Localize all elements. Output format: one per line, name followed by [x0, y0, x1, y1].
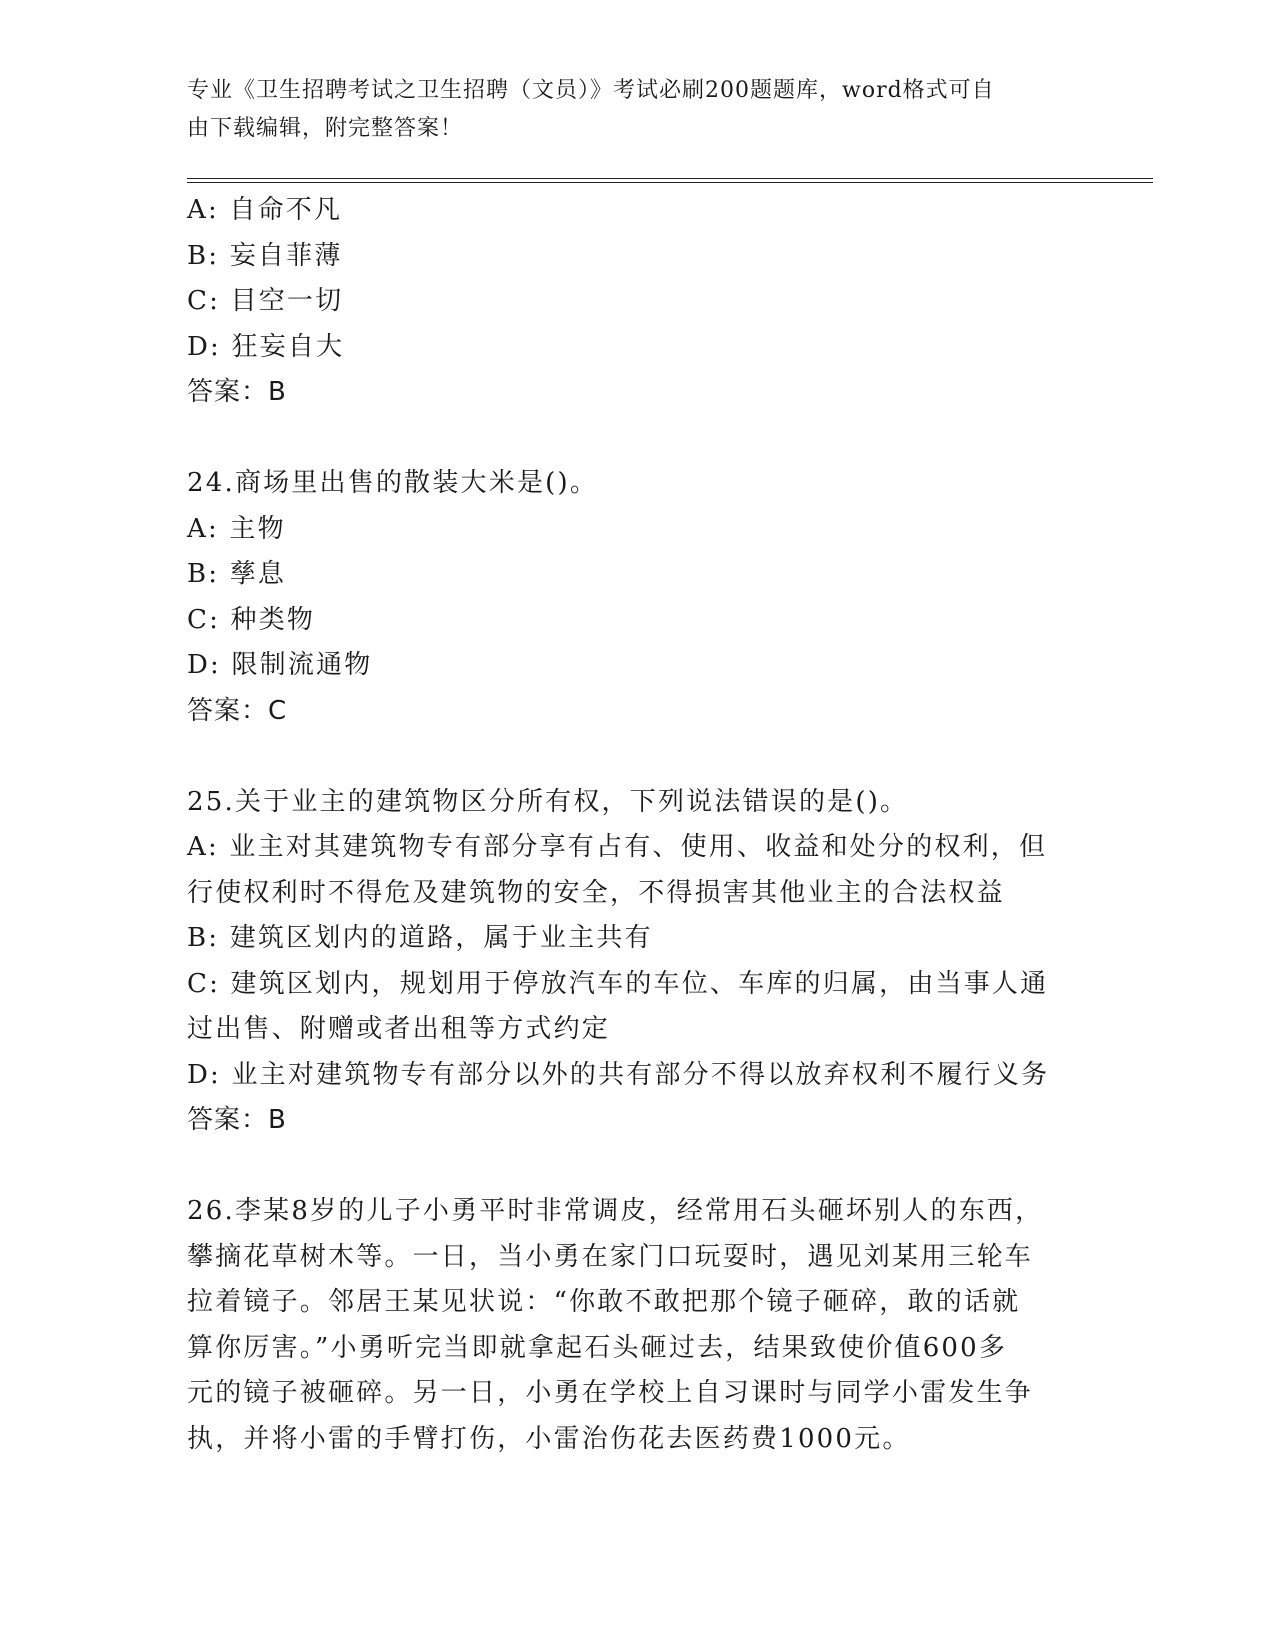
- q23-option-c: C: 目空一切: [187, 286, 344, 316]
- q26-text-line-5: 元的镜子被砸碎。另一日，小勇在学校上自习课时与同学小雷发生争: [187, 1378, 1034, 1408]
- q25-option-a-line-2: 行使权利时不得危及建筑物的安全，不得损害其他业主的合法权益: [187, 877, 1005, 908]
- q25-option-d: D: 业主对建筑物专有部分以外的共有部分不得以放弃权利不履行义务: [187, 1059, 1050, 1090]
- q24-question: 24.商场里出售的散装大米是()。: [187, 468, 599, 498]
- q26-text-line-2: 攀摘花草树木等。一日，当小勇在家门口玩耍时，遇见刘某用三轮车: [187, 1241, 1034, 1272]
- q26-text-line-6: 执，并将小雷的手臂打伤，小雷治伤花去医药费1000元。: [187, 1423, 911, 1454]
- spacer: [187, 1144, 1087, 1190]
- q23-option-b: B: 妄自菲薄: [187, 240, 343, 271]
- header-line-1: 专业《卫生招聘考试之卫生招聘（文员）》考试必刷200题题库，word格式可自: [187, 78, 995, 103]
- q25-option-a-line-1: A: 业主对其建筑物专有部分享有占有、使用、收益和处分的权利，但: [187, 832, 1048, 862]
- q26-text-line-1: 26.李某8岁的儿子小勇平时非常调皮，经常用石头砸坏别人的东西，: [187, 1196, 1044, 1226]
- spacer: [187, 416, 1087, 462]
- spacer: [187, 734, 1087, 780]
- document-body: [187, 188, 1087, 1462]
- question-23-block: [187, 188, 1087, 416]
- question-24-block: [187, 461, 1087, 734]
- q24-answer: 答案：C: [187, 695, 288, 726]
- q24-option-c: C: 种类物: [187, 604, 316, 635]
- question-26-block: [187, 1189, 1087, 1462]
- q23-answer: 答案：B: [187, 377, 287, 407]
- q26-text-line-4: 算你厉害。”小勇听完当即就拿起石头砸过去，结果致使价值600多: [187, 1332, 1008, 1363]
- header-divider-top: [187, 178, 1153, 179]
- q25-option-c-line-2: 过出售、附赠或者出租等方式约定: [187, 1014, 611, 1044]
- q26-text-line-3: 拉着镜子。邻居王某见状说：“你敢不敢把那个镜子砸碎，敢的话就: [187, 1287, 1021, 1317]
- q24-option-a: A: 主物: [187, 513, 286, 544]
- q23-option-d: D: 狂妄自大: [187, 331, 345, 362]
- q23-option-a: A: 自命不凡: [187, 195, 343, 225]
- header-line-2: 由下载编辑，附完整答案！: [187, 116, 464, 141]
- q25-question: 25.关于业主的建筑物区分所有权，下列说法错误的是()。: [187, 786, 909, 817]
- header-divider-bottom: [187, 182, 1153, 183]
- q25-option-b: B: 建筑区划内的道路，属于业主共有: [187, 923, 653, 953]
- q24-option-b: B: 孳息: [187, 559, 287, 589]
- q24-option-d: D: 限制流通物: [187, 650, 373, 680]
- q25-answer: 答案：B: [187, 1105, 287, 1135]
- q25-option-c-line-1: C: 建筑区划内，规划用于停放汽车的车位、车库的归属，由当事人通: [187, 968, 1049, 999]
- question-25-block: [187, 780, 1087, 1144]
- document-header: [187, 72, 1067, 148]
